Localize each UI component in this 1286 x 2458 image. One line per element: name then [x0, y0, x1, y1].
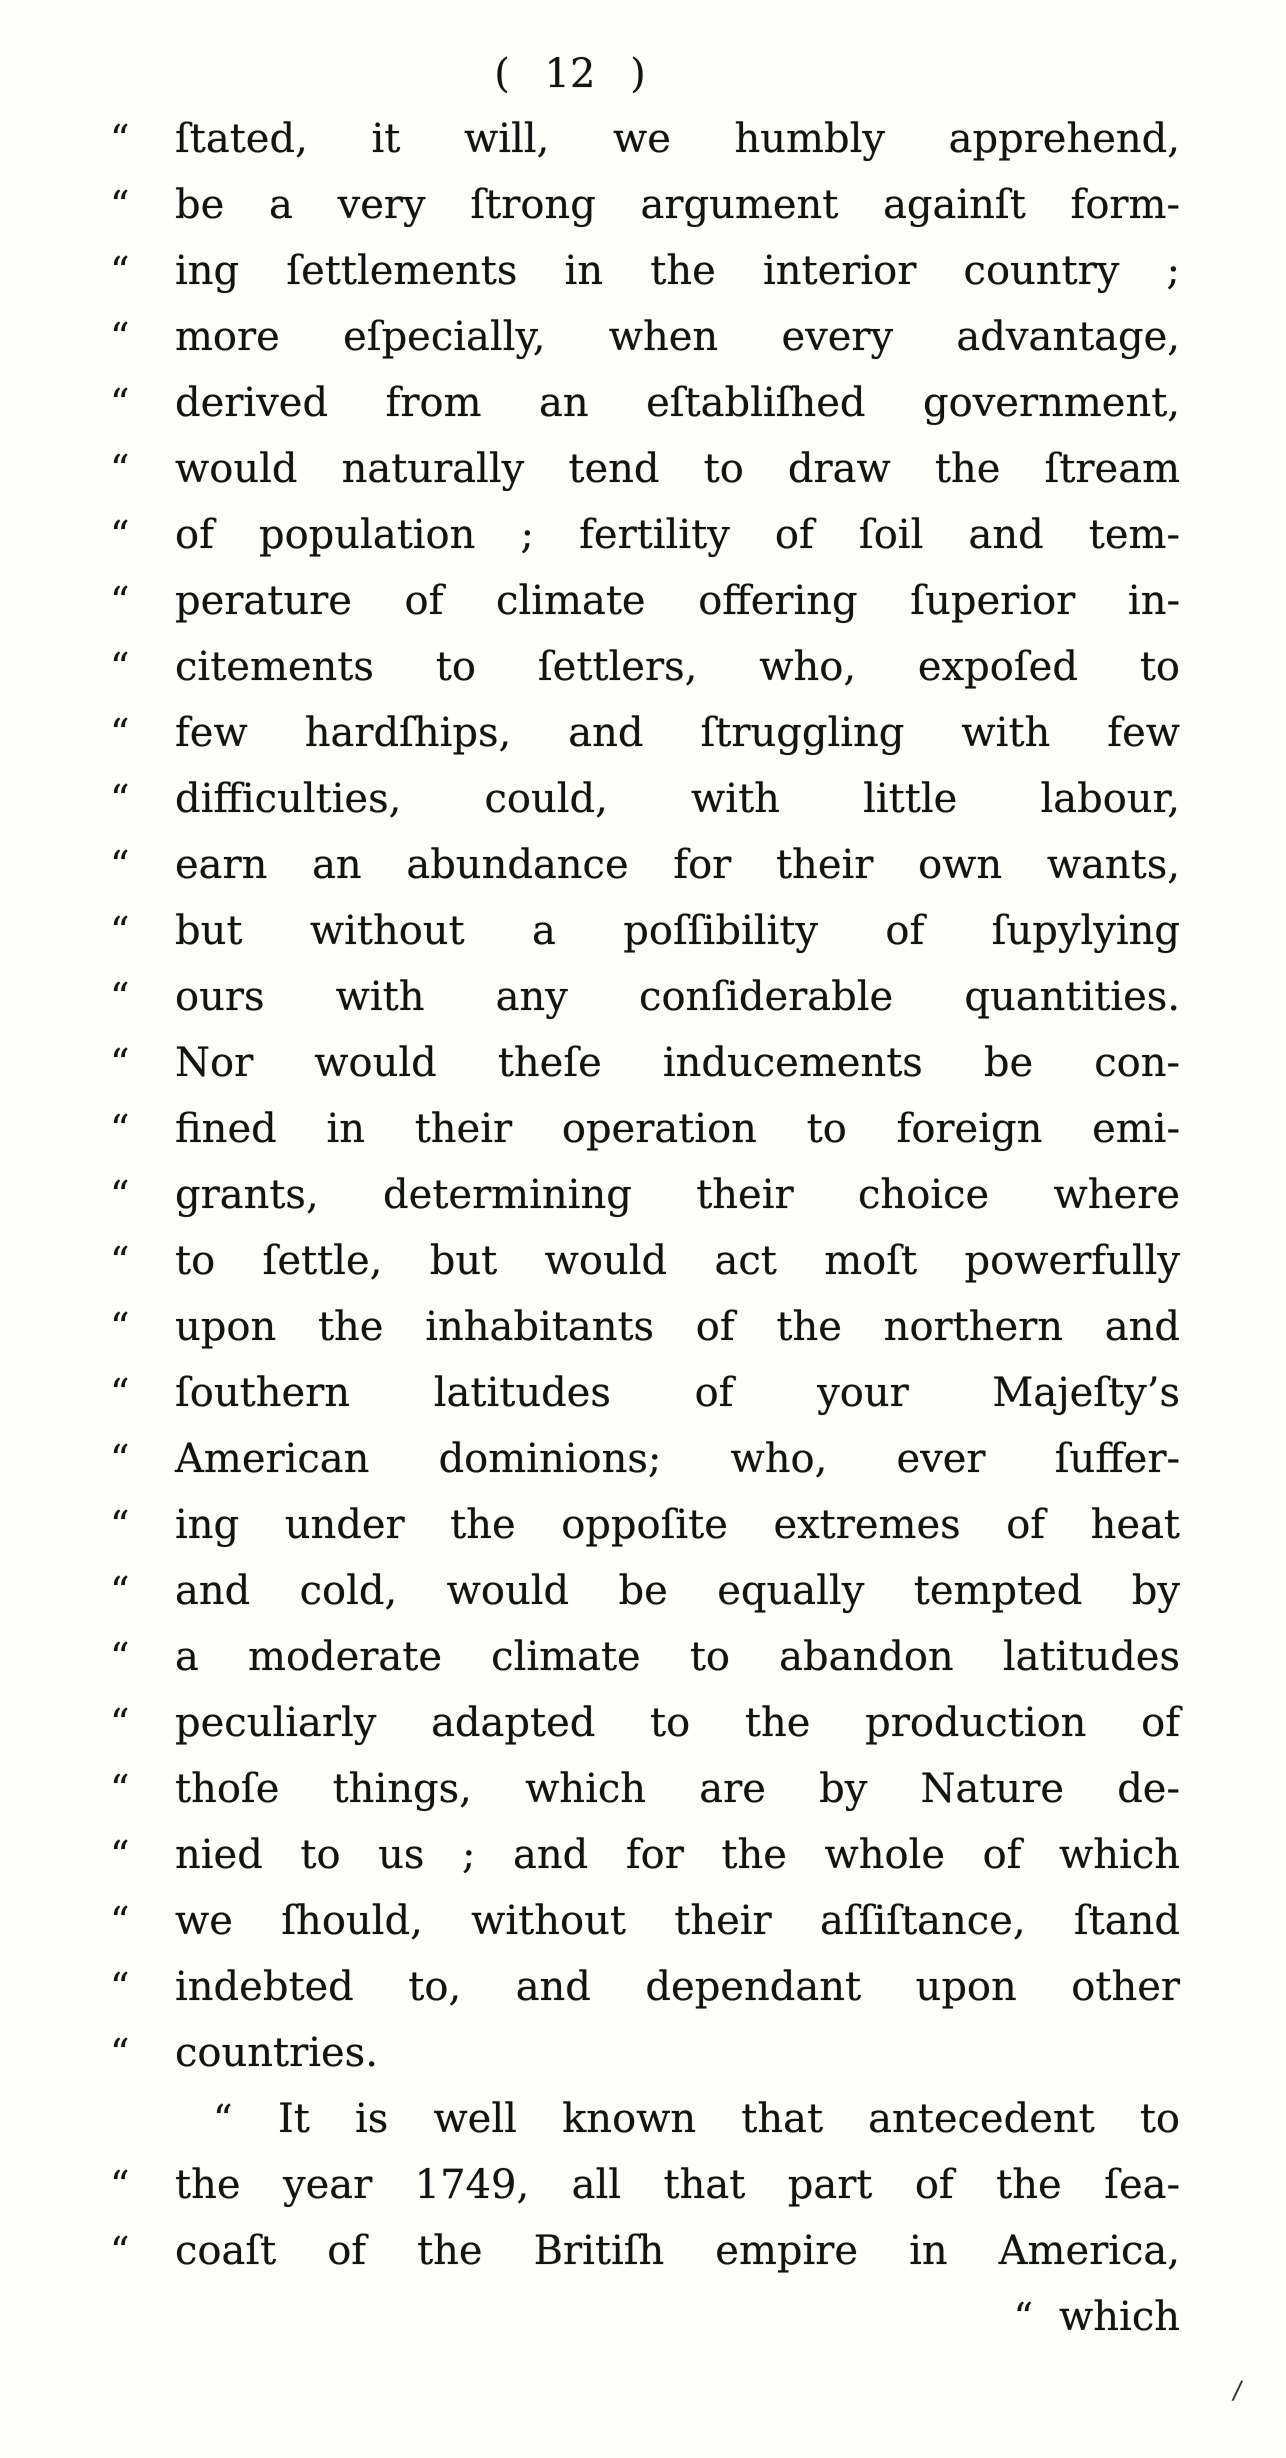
line-text: American dominions; who, ever ſuffer- — [175, 1436, 1180, 1482]
scan-speck: / — [1231, 2375, 1245, 2407]
catchword-line — [110, 2284, 1180, 2350]
text-line — [110, 106, 1180, 172]
line-text: peculiarly adapted to the production of — [175, 1700, 1180, 1746]
line-text: ing ſettlements in the interior country ; — [175, 248, 1180, 294]
text-line — [110, 766, 1180, 832]
catchword: which — [1059, 2294, 1180, 2340]
text-line — [110, 172, 1180, 238]
text-line — [110, 1558, 1180, 1624]
line-text: difficulties, could, with little labour, — [175, 776, 1180, 822]
text-line — [110, 304, 1180, 370]
quote-mark: “ — [110, 975, 128, 1019]
line-text: we ſhould, without their aſſiſtance, ſtand — [175, 1898, 1180, 1944]
line-text: thoſe things, which are by Nature de- — [175, 1766, 1180, 1812]
line-text: to ſettle, but would act moſt powerfully — [175, 1238, 1180, 1284]
line-text: citements to ſettlers, who, expoſed to — [175, 644, 1180, 690]
line-text: a moderate climate to abandon latitudes — [175, 1634, 1180, 1680]
text-line — [110, 1096, 1180, 1162]
text-line — [110, 568, 1180, 634]
text-line — [110, 1492, 1180, 1558]
text-line — [110, 502, 1180, 568]
line-text: indebted to, and dependant upon other — [175, 1964, 1180, 2010]
line-text: ſtated, it will, we humbly apprehend, — [175, 116, 1180, 162]
quote-mark: “ — [110, 2031, 128, 2075]
quote-mark: “ — [110, 645, 128, 689]
line-text: It is well known that antecedent to — [278, 2096, 1180, 2142]
catchword-quote-mark: “ — [1013, 2295, 1034, 2339]
quote-mark: “ — [110, 909, 128, 953]
line-text: ſouthern latitudes of your Majeſty’s — [175, 1370, 1180, 1416]
line-text: upon the inhabitants of the northern and — [175, 1304, 1180, 1350]
text-line — [110, 1294, 1180, 1360]
quote-mark: “ — [110, 579, 128, 623]
quote-mark: “ — [110, 1305, 128, 1349]
text-line — [110, 700, 1180, 766]
text-line — [110, 1624, 1180, 1690]
line-text: ours with any conſiderable quantities. — [175, 974, 1180, 1020]
text-line — [110, 2152, 1180, 2218]
line-text: countries. — [175, 2030, 378, 2076]
line-text: and cold, would be equally tempted by — [175, 1568, 1180, 1614]
text-line — [110, 1756, 1180, 1822]
quote-mark: “ — [110, 1899, 128, 1943]
quote-mark: “ — [110, 183, 128, 227]
quote-mark: “ — [110, 1965, 128, 2009]
quote-mark: “ — [110, 2163, 128, 2207]
line-text: but without a poſſibility of ſupylying — [175, 908, 1180, 954]
line-text: of population ; fertility of ſoil and tem- — [175, 512, 1180, 558]
line-text: be a very ſtrong argument againſt form- — [175, 182, 1180, 228]
quote-mark: “ — [110, 1107, 128, 1151]
quote-mark: “ — [110, 249, 128, 293]
text-line — [110, 1360, 1180, 1426]
quote-mark: “ — [110, 1635, 128, 1679]
line-text: ing under the oppoſite extremes of heat — [175, 1502, 1180, 1548]
text-line — [110, 370, 1180, 436]
quote-mark: “ — [110, 447, 128, 491]
quote-mark: “ — [110, 1239, 128, 1283]
quote-mark: “ — [110, 1767, 128, 1811]
line-text: Nor would theſe inducements be con- — [175, 1040, 1180, 1086]
quote-mark: “ — [110, 513, 128, 557]
text-line — [110, 634, 1180, 700]
text-line — [110, 2086, 1180, 2152]
text-line — [110, 832, 1180, 898]
text-line — [110, 1426, 1180, 1492]
text-line — [110, 1030, 1180, 1096]
line-text: earn an abundance for their own wants, — [175, 842, 1180, 888]
quote-mark: “ — [110, 1371, 128, 1415]
quote-mark: “ — [110, 1833, 128, 1877]
text-line — [110, 1690, 1180, 1756]
quote-mark: “ — [213, 2097, 231, 2141]
quote-mark: “ — [110, 1701, 128, 1745]
line-text: the year 1749, all that part of the ſea- — [175, 2162, 1180, 2208]
text-line — [110, 964, 1180, 1030]
quote-mark: “ — [110, 315, 128, 359]
line-text: fined in their operation to foreign emi- — [175, 1106, 1180, 1152]
text-line — [110, 2218, 1180, 2284]
text-block — [110, 106, 1180, 2350]
text-line — [110, 1888, 1180, 1954]
page-number-header: ( 12 ) — [494, 51, 646, 97]
quote-mark: “ — [110, 117, 128, 161]
line-text: derived from an eſtabliſhed government, — [175, 380, 1180, 426]
line-text: more eſpecially, when every advantage, — [175, 314, 1180, 360]
line-text: grants, determining their choice where — [175, 1172, 1180, 1218]
line-text: nied to us ; and for the whole of which — [175, 1832, 1180, 1878]
text-line — [110, 436, 1180, 502]
text-line — [110, 1954, 1180, 2020]
quote-mark: “ — [110, 1503, 128, 1547]
text-line — [110, 898, 1180, 964]
quote-mark: “ — [110, 1569, 128, 1613]
text-line — [110, 238, 1180, 304]
quote-mark: “ — [110, 711, 128, 755]
line-text: coaſt of the Britiſh empire in America, — [175, 2228, 1180, 2274]
quote-mark: “ — [110, 2229, 128, 2273]
quote-mark: “ — [110, 1041, 128, 1085]
quote-mark: “ — [110, 843, 128, 887]
quote-mark: “ — [110, 1437, 128, 1481]
line-text: few hardſhips, and ſtruggling with few — [175, 710, 1180, 756]
line-text: would naturally tend to draw the ſtream — [175, 446, 1180, 492]
quote-mark: “ — [110, 381, 128, 425]
text-line — [110, 2020, 1180, 2086]
quote-mark: “ — [110, 1173, 128, 1217]
line-text: perature of climate offering ſuperior in- — [175, 578, 1180, 624]
quote-mark: “ — [110, 777, 128, 821]
text-line — [110, 1822, 1180, 1888]
text-line — [110, 1162, 1180, 1228]
text-line — [110, 1228, 1180, 1294]
